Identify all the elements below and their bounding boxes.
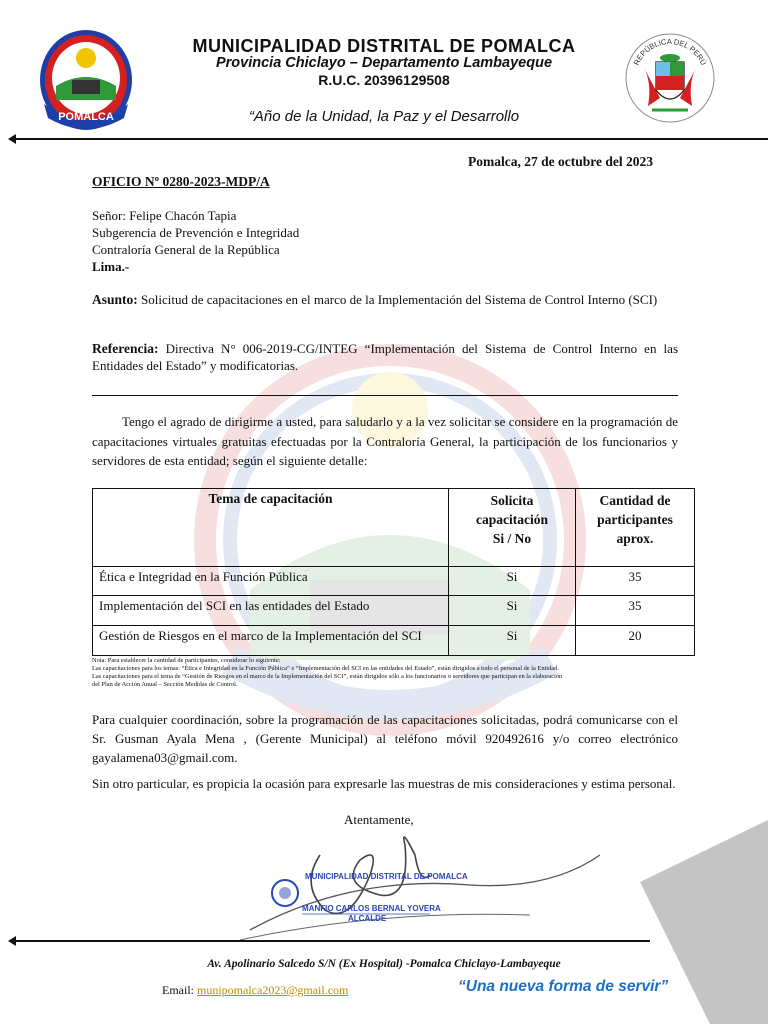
oficio-number: OFICIO Nº 0280-2023-MDP/A [92,174,270,189]
reference-label: Referencia: [92,341,159,356]
reference-text: Directiva N° 006-2019-CG/INTEG “Implementación del Sistema de Control Interno en las Entidades del Estado” y modificatorias. [92,341,678,373]
reference-paragraph [92,340,678,374]
header-request-line3: Si / No [492,531,532,546]
recipient-institution: Contraloría General de la República [92,242,280,257]
municipality-name: MUNICIPALIDAD DISTRITAL DE POMALCA [192,36,576,56]
header-count [576,489,695,567]
recipient-office: Subgerencia de Prevención e Integridad [92,225,300,240]
section-divider [92,395,678,396]
header-count-line2: participantes [597,512,673,527]
header-request-line2: capacitación [476,512,548,527]
year-motto: “Año de la Unidad, la Paz y el Desarrollo [248,108,520,125]
province-line: Provincia Chiclayo – Departamento Lambayeque [215,55,553,71]
row-count: 35 [576,596,695,626]
training-table [92,488,695,656]
note-line: Las capacitaciones para el tema de “Gestión de Riesgos en el marco de la Implementación del SCI”, están dirigidos sólo a los funcionarios o servidores que participan en la elaboración [92,673,563,680]
row-topic: Ética e Integridad en la Función Pública [93,567,449,596]
stamp-municipality: MUNICIPALIDAD DISTRITAL DE POMALCA [305,872,468,881]
table-row [93,596,695,626]
table-note [92,657,692,689]
body-paragraph-request: Tengo el agrado de dirigirme a usted, para saludarlo y a la vez solicitar se considere en la programación de capacitaciones virtuales gratuitas efectuadas por la Contraloría General, la participación de los funcionarios y servidores de esta entidad; según el siguiente detalle: [92,414,678,468]
table-header-row [93,489,695,567]
footer-slogan: “Una nueva forma de servir” [458,978,669,995]
logo-label: POMALCA [58,111,114,123]
row-count: 20 [576,626,695,656]
row-request: Si [449,626,576,656]
footer-divider [10,940,650,942]
table-row [93,567,695,596]
recipient-name: Señor: Felipe Chacón Tapia [92,208,237,223]
recipient-block [92,207,299,275]
header-request [449,489,576,567]
letter-date: Pomalca, 27 de octubre del 2023 [468,154,653,169]
note-line: del Plan de Acción Anual – Sección Medidas de Control. [92,681,238,688]
stamp-name: MANFIO CARLOS BERNAL YOVERA [302,904,441,913]
table-row [93,626,695,656]
footer-address: Av. Apolinario Salcedo S/N (Ex Hospital) -Pomalca Chiclayo-Lambayeque [207,958,561,970]
email-label: Email: [162,983,197,997]
footer-email [162,983,348,998]
row-topic: Gestión de Riesgos en el marco de la Implementación del SCI [93,626,449,656]
signature-graphic [230,815,630,950]
body-paragraph-contact: Para cualquier coordinación, sobre la programación de las capacitaciones solicitadas, podrá comunicarse con el Sr. Gusman Ayala Mena , (Gerente Municipal) al teléfono móvil 920492616 y/o correo electrónico gayalamena03@gmail.com. [92,712,678,765]
row-topic: Implementación del SCI en las entidades del Estado [93,596,449,626]
email-link[interactable]: munipomalca2023@gmail.com [197,983,349,997]
row-request: Si [449,596,576,626]
seal-caption: REPÚBLICA DEL PERÚ [631,36,709,67]
body-paragraph-closing: Sin otro particular, es propicia la ocasión para expresarle las muestras de mis consideraciones y estima personal. [92,776,676,791]
closing-salutation: Atentamente, [344,812,414,827]
header-count-line3: aprox. [616,531,654,546]
header-count-line1: Cantidad de [599,493,671,508]
stamp-title: ALCALDE [348,914,387,923]
row-request: Si [449,567,576,596]
ruc-number: R.U.C. 20396129508 [318,72,450,88]
header-divider [10,138,768,140]
note-line: Las capacitaciones para los temas: “Ética e Integridad en la Función Pública” e “Implementación del SCI en las entidades del Estado”, están dirigidos a todo el personal de la Entidad. [92,665,559,672]
subject-text: Solicitud de capacitaciones en el marco de la Implementación del Sistema de Control Interno (SCI) [137,292,658,307]
subject-label: Asunto: [92,292,138,307]
header-request-line1: Solicita [490,493,534,508]
note-line: Nota: Para establecer la cantidad de participantes, considerar lo siguiente: [92,657,281,664]
subject-paragraph [92,291,678,308]
recipient-city: Lima.- [92,259,130,274]
row-count: 35 [576,567,695,596]
header-topic: Tema de capacitación [93,489,449,567]
